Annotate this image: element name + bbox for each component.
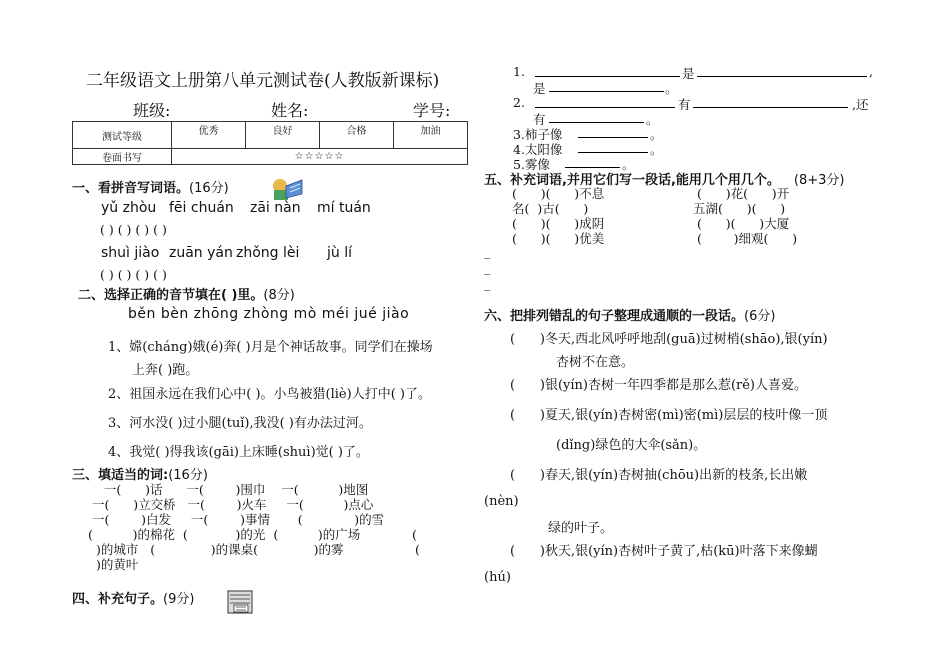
sentence-1-comma: , <box>869 64 873 79</box>
section-5-points: (8+3分) <box>793 173 845 188</box>
idiom-2[interactable]: ( )花( )开 <box>697 186 790 201</box>
idiom-6[interactable]: ( )( )大厦 <box>697 216 790 231</box>
pinyin-word-1: yǔ zhòu <box>101 200 157 216</box>
sentence-2-blank-c[interactable] <box>549 110 644 123</box>
student-number-label: 学号: <box>413 101 451 120</box>
fill-word-line-1[interactable]: 一( )话 一( )围巾 一( )地图 <box>92 482 369 497</box>
sentence-5-prefix: 5.雾像 <box>513 157 550 172</box>
section-5-title: 五、补充词语,并用它们写一段话,能用几个用几个。 (8+3分) <box>484 173 845 188</box>
order-sentence-spring-pinyin: (nèn) <box>484 494 519 509</box>
pinyin-word-3: zāi nàn <box>250 200 301 216</box>
sentence-1-is-2: 是 <box>533 81 546 96</box>
order-sentence-spring-cont: 绿的叶子。 <box>548 521 614 536</box>
question-2-4: 4、我觉( )得我该(gāi)上床睡(shuì)觉( )了。 <box>108 445 369 460</box>
pinyin-word-6: zuān yán <box>169 245 233 261</box>
pinyin-word-8: jù lí <box>327 245 352 261</box>
grade-row-label: 测试等级 <box>73 122 172 149</box>
sentence-2-have-2: 有 <box>533 112 546 127</box>
idiom-7[interactable]: ( )( )优美 <box>512 231 605 246</box>
name-label: 姓名: <box>271 101 309 120</box>
sentence-3-prefix: 3.柿子像 <box>513 127 563 142</box>
sentence-3-blank[interactable] <box>578 125 648 138</box>
sentence-1-end: 。 <box>665 81 678 96</box>
order-sentence-winter[interactable]: ( )冬天,西北风呼呼地刮(guā)过树梢(shāo),银(yín) <box>510 332 828 347</box>
section-4-points: (9分) <box>163 592 195 607</box>
fill-word-line-3[interactable]: 一( )白发 一( )事情 ( )的雪 <box>92 512 385 527</box>
section-3-points: (16分) <box>168 468 208 483</box>
sentence-4-end: 。 <box>650 142 663 157</box>
sentence-1-blank-c[interactable] <box>549 79 664 92</box>
pinyin-word-2: fēi chuán <box>169 200 234 216</box>
order-sentence-autumn[interactable]: ( )秋天,银(yín)杏树叶子黄了,枯(kū)叶落下来像蝴 <box>510 544 818 559</box>
class-label: 班级: <box>133 101 171 120</box>
section-1-points: (16分) <box>189 181 229 196</box>
order-sentence-winter-cont: 杏树不在意。 <box>556 355 635 370</box>
writing-line-3[interactable]: _ <box>484 276 491 291</box>
section-1-title: 一、看拼音写词语。(16分) <box>72 181 229 196</box>
order-sentence-spring[interactable]: ( )春天,银(yín)杏树抽(chōu)出新的枝条,长出嫩 <box>510 468 808 483</box>
pinyin-word-7: zhǒng lèi <box>236 245 300 261</box>
syllable-options: běn bèn zhōng zhòng mò méi jué jiào <box>128 306 410 322</box>
question-2-3: 3、河水没( )过小腿(tuǐ),我没( )有办法过河。 <box>108 416 372 431</box>
sentence-1-blank-a[interactable] <box>535 64 680 77</box>
idiom-5[interactable]: ( )( )成阴 <box>512 216 605 231</box>
handwriting-row-label: 卷面书写 <box>73 149 172 165</box>
sentence-2-blank-b[interactable] <box>693 95 848 108</box>
idiom-1[interactable]: ( )( )不息 <box>512 186 605 201</box>
handwriting-stars: ☆☆☆☆☆ <box>172 149 468 165</box>
question-2-1a: 1、嫦(cháng)娥(é)奔( )月是个神话故事。同学们在操场 <box>108 340 433 355</box>
page-title: 二年级语文上册第八单元测试卷(人教版新课标) <box>86 71 440 91</box>
sentence-4-prefix: 4.太阳像 <box>513 142 563 157</box>
sentence-4-blank[interactable] <box>578 140 648 153</box>
sentence-2-end: 。 <box>646 112 659 127</box>
grade-level-good: 良好 <box>246 122 320 149</box>
question-2-2: 2、祖国永远在我们心中( )。小鸟被猎(liè)人打中( )了。 <box>108 387 431 402</box>
section-2-points: (8分) <box>263 288 295 303</box>
answer-blanks-row-1[interactable]: ( ) ( ) ( ) ( ) <box>100 222 167 237</box>
section-6-points: (6分) <box>744 309 776 324</box>
sentence-3-end: 。 <box>650 127 663 142</box>
grade-level-pass: 合格 <box>320 122 394 149</box>
sentence-1-blank-b[interactable] <box>697 64 867 77</box>
sentence-2-blank-a[interactable] <box>535 95 675 108</box>
sentence-5-blank[interactable] <box>565 155 620 168</box>
chinese-book-icon <box>226 587 256 617</box>
section-6-title: 六、把排列错乱的句子整理成通顺的一段话。(6分) <box>484 309 776 324</box>
fill-word-line-2[interactable]: 一( )立交桥 一( )火车 一( )点心 <box>92 497 374 512</box>
sentence-5-end: 。 <box>622 157 635 172</box>
question-2-1b: 上奔( )跑。 <box>132 363 199 378</box>
order-sentence-all-year[interactable]: ( )银(yín)杏树一年四季都是那么惹(rě)人喜爱。 <box>510 378 808 393</box>
sentence-2-prefix: 2. <box>513 95 525 110</box>
pinyin-word-4: mí tuán <box>317 200 371 216</box>
sentence-1-prefix: 1. <box>513 64 525 79</box>
grade-table <box>72 121 468 165</box>
section-4-title: 四、补充句子。(9分) <box>72 592 195 607</box>
order-sentence-summer[interactable]: ( )夏天,银(yín)杏树密(mì)密(mì)层层的枝叶像一顶 <box>510 408 828 423</box>
answer-blanks-row-2[interactable]: ( ) ( ) ( ) ( ) <box>100 267 167 282</box>
fill-word-line-6[interactable]: )的黄叶 <box>88 557 139 572</box>
writing-line-1[interactable]: _ <box>484 244 491 259</box>
pinyin-word-5: shuì jiào <box>101 245 160 261</box>
order-sentence-autumn-pinyin: (hú) <box>484 570 511 585</box>
writing-line-2[interactable]: _ <box>484 260 491 275</box>
sentence-2-have: 有 <box>678 97 691 112</box>
idiom-3[interactable]: 名( )古( ) <box>512 201 589 216</box>
sentence-1-is: 是 <box>682 66 695 81</box>
order-sentence-summer-cont: (dǐng)绿色的大伞(sǎn)。 <box>556 438 707 453</box>
idiom-8[interactable]: ( )细观( ) <box>697 231 798 246</box>
section-2-title: 二、选择正确的音节填在( )里。(8分) <box>78 288 295 303</box>
fill-word-line-4[interactable]: ( )的棉花 ( )的光 ( )的广场 ( <box>88 527 417 542</box>
fill-word-line-5[interactable]: )的城市 ( )的课桌( )的雾 ( <box>88 542 420 557</box>
sentence-2-also: ,还 <box>852 97 869 112</box>
section-3-title: 三、填适当的词:(16分) <box>72 468 208 483</box>
idiom-4[interactable]: 五湖( )( ) <box>693 201 786 216</box>
grade-level-try: 加油 <box>394 122 468 149</box>
grade-level-excellent: 优秀 <box>172 122 246 149</box>
